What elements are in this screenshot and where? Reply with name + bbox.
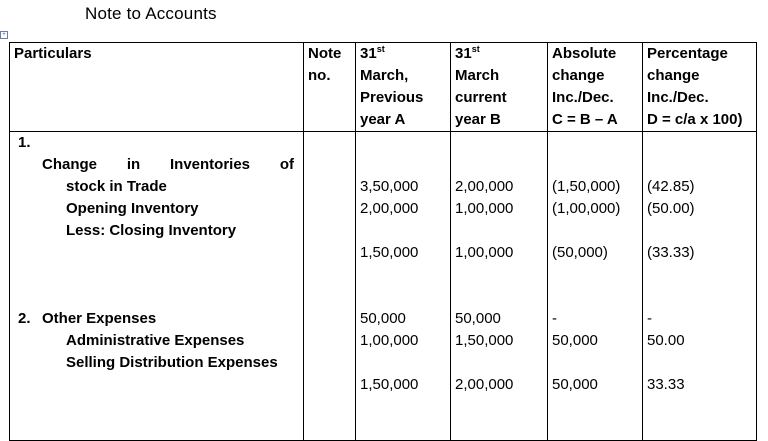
cell-value: 50,000: [455, 310, 501, 327]
percentage-change-column: [643, 132, 757, 441]
previous-year-column: [356, 132, 451, 441]
cell-total: 2,00,000: [455, 376, 514, 393]
cell-total: 1,50,000: [360, 376, 419, 393]
cell-value: 2,00,000: [455, 178, 514, 195]
table-body-row: [10, 132, 757, 441]
row-label-closing-inventory: Less: Closing Inventory: [66, 222, 237, 239]
cell-value: 1,00,000: [455, 200, 514, 217]
note-no-column: [304, 132, 356, 441]
cell-value: (50.00): [647, 200, 695, 217]
cell-value: 50.00: [647, 332, 685, 349]
particulars-column: [10, 132, 304, 441]
row-label-opening-inventory: Opening Inventory: [66, 200, 199, 217]
cell-total: 1,50,000: [360, 244, 419, 261]
cell-total: 33.33: [647, 376, 685, 393]
cell-value: (1,50,000): [552, 178, 621, 195]
cell-value: -: [647, 310, 652, 327]
page-title: Note to Accounts: [85, 4, 217, 23]
cell-value: -: [552, 310, 557, 327]
cell-total: 1,00,000: [455, 244, 514, 261]
accounts-table: [9, 42, 757, 441]
section-heading-other-expenses: 2. Other Expenses: [18, 310, 157, 327]
header-particulars: Particulars: [10, 43, 304, 132]
section-heading-inventories-line2: stock in Trade: [66, 178, 167, 195]
current-year-column: [451, 132, 548, 441]
header-previous-year: 31st March, Previous year A: [356, 43, 451, 132]
header-absolute-change: Absolute change Inc./Dec. C = B – A: [548, 43, 643, 132]
header-current-year: 31st March current year B: [451, 43, 548, 132]
row-label-selling-distribution: Selling Distribution Expenses: [66, 354, 278, 371]
cell-value: 2,00,000: [360, 200, 419, 217]
cell-value: 50,000: [360, 310, 406, 327]
row-label-administrative: Administrative Expenses: [66, 332, 245, 349]
cell-value: (1,00,000): [552, 200, 621, 217]
cell-value: (42.85): [647, 178, 695, 195]
header-note-no: Note no.: [304, 43, 356, 132]
move-handle-icon[interactable]: +: [0, 31, 8, 39]
cell-total: (33.33): [647, 244, 695, 261]
cell-value: 1,50,000: [455, 332, 514, 349]
cell-total: (50,000): [552, 244, 608, 261]
cell-value: 1,00,000: [360, 332, 419, 349]
table-header-row: [10, 43, 757, 132]
absolute-change-column: [548, 132, 643, 441]
cell-value: 3,50,000: [360, 178, 419, 195]
cell-total: 50,000: [552, 376, 598, 393]
header-percentage-change: Percentage change Inc./Dec. D = c/a x 100): [643, 43, 757, 132]
cell-value: 50,000: [552, 332, 598, 349]
section-heading-inventories: 1. Change in Inventories of: [18, 134, 294, 173]
